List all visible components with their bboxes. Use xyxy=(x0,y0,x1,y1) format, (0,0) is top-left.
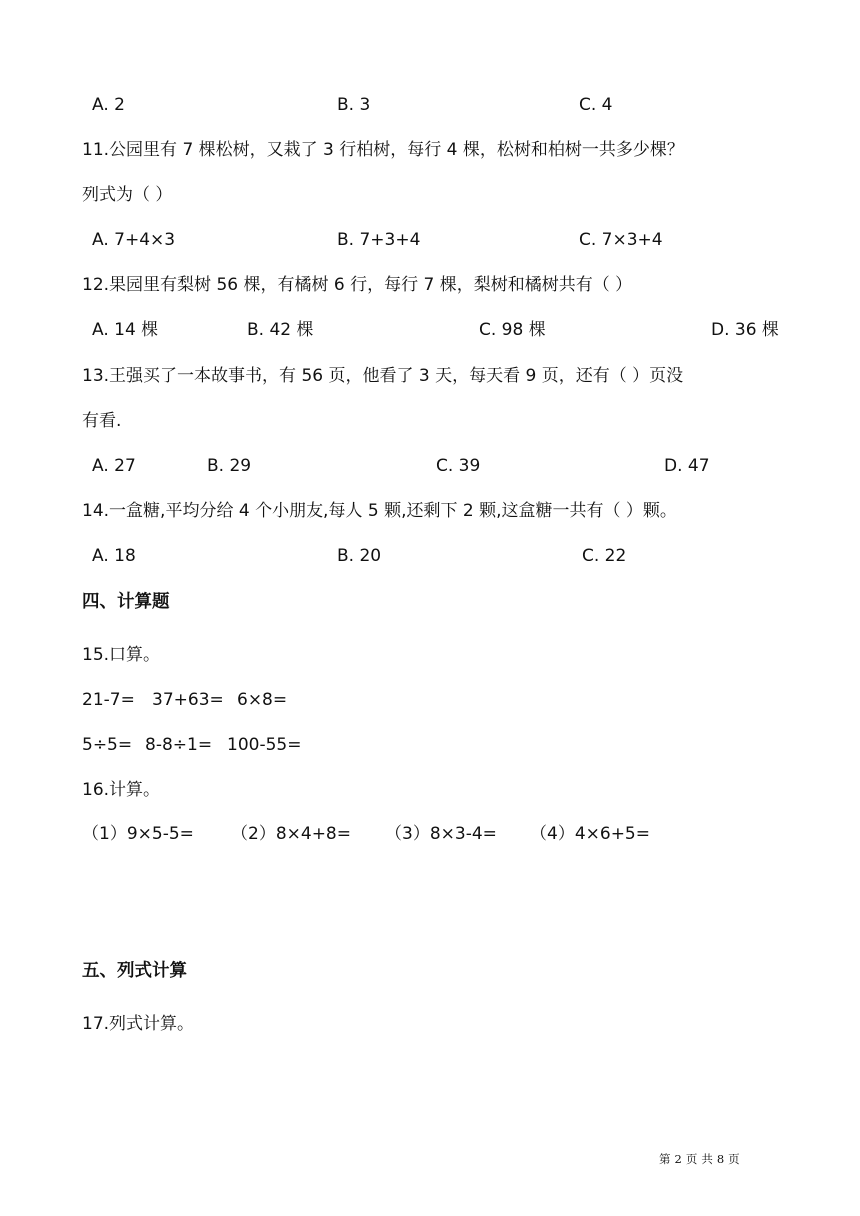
q15-expr-5: 8-8÷1= xyxy=(145,735,213,755)
q11-stem-line1: 11.公园里有 7 棵松树，又栽了 3 行柏树，每行 4 棵，松树和柏树一共多少棵？ xyxy=(82,140,684,160)
q12-option-c: C. 98 棵 xyxy=(479,320,546,340)
q12-stem: 12.果园里有梨树 56 棵，有橘树 6 行，每行 7 棵，梨树和橘树共有（ ） xyxy=(82,275,633,295)
footer-part-ye: 页 xyxy=(685,1152,698,1166)
q16-item-2: （2）8×4+8= xyxy=(231,824,351,844)
q16-item-3: （3）8×3-4= xyxy=(385,824,497,844)
q11-option-b: B. 7+3+4 xyxy=(337,230,421,250)
q14-stem: 14.一盒糖,平均分给 4 个小朋友,每人 5 颗,还剩下 2 颗,这盒糖一共有（ ）颗。 xyxy=(82,501,677,521)
section-heading-calculation: 四、计算题 xyxy=(82,592,170,612)
q13-stem-line1: 13.王强买了一本故事书，有 56 页，他看了 3 天，每天看 9 页，还有（ ）页没 xyxy=(82,366,684,386)
q11-stem-line2: 列式为（ ） xyxy=(82,185,173,205)
q14-option-a: A. 18 xyxy=(92,546,136,566)
q15-stem: 15.口算。 xyxy=(82,645,161,665)
q15-expr-4: 5÷5= xyxy=(82,735,133,755)
q10-option-c: C. 4 xyxy=(579,95,613,115)
q16-stem: 16.计算。 xyxy=(82,780,161,800)
page-number-footer xyxy=(659,1152,744,1166)
q16-item-1: （1）9×5-5= xyxy=(82,824,194,844)
section-heading-equation: 五、列式计算 xyxy=(82,961,187,981)
footer-current-page: 2 xyxy=(674,1152,682,1166)
q15-expr-3: 6×8= xyxy=(237,690,288,710)
q17-stem: 17.列式计算。 xyxy=(82,1014,195,1034)
q13-option-c: C. 39 xyxy=(436,456,481,476)
q12-option-d: D. 36 棵 xyxy=(711,320,779,340)
q16-item-4: （4）4×6+5= xyxy=(530,824,650,844)
footer-part-ye-2: 页 xyxy=(728,1152,740,1166)
q11-option-a: A. 7+4×3 xyxy=(92,230,176,250)
q14-option-b: B. 20 xyxy=(337,546,382,566)
q11-option-c: C. 7×3+4 xyxy=(579,230,663,250)
footer-total-pages: 8 xyxy=(716,1152,725,1166)
q13-stem-line2: 有看. xyxy=(82,411,122,431)
q12-option-a: A. 14 棵 xyxy=(92,320,159,340)
q15-expr-2: 37+63= xyxy=(152,690,224,710)
q13-option-d: D. 47 xyxy=(664,456,710,476)
q13-option-a: A. 27 xyxy=(92,456,136,476)
q14-option-c: C. 22 xyxy=(582,546,627,566)
footer-part-gong: 共 xyxy=(701,1152,713,1166)
footer-part-di: 第 xyxy=(659,1152,671,1166)
q10-option-b: B. 3 xyxy=(337,95,371,115)
q15-expr-6: 100-55= xyxy=(227,735,302,755)
q10-option-a: A. 2 xyxy=(92,95,125,115)
q13-option-b: B. 29 xyxy=(207,456,252,476)
q15-expr-1: 21-7= xyxy=(82,690,135,710)
q12-option-b: B. 42 棵 xyxy=(247,320,314,340)
